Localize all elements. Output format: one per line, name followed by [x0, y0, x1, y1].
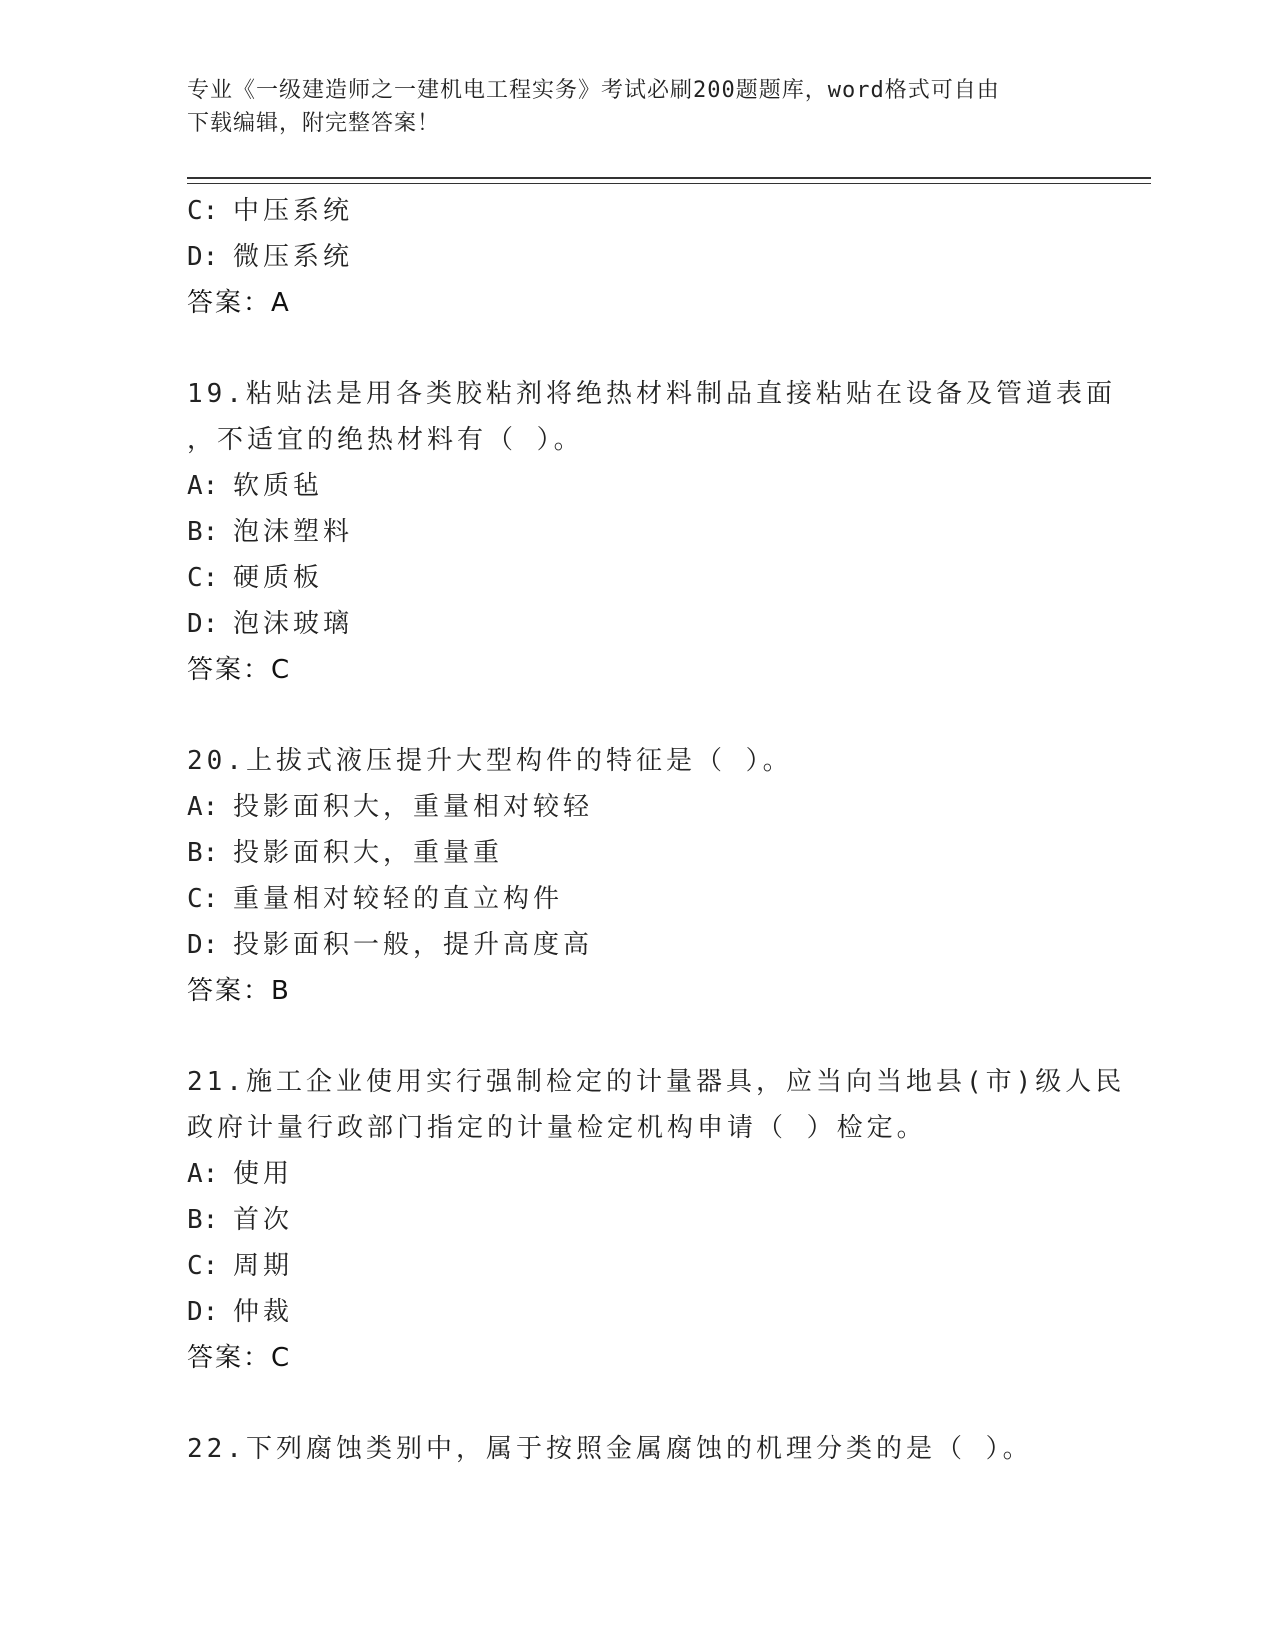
- option-text: 投影面积大，重量相对较轻: [233, 792, 594, 822]
- q21-stem-line-2: 政府计量行政部门指定的计量检定机构申请（ ）检定。: [187, 1113, 927, 1143]
- option-text: 微压系统: [233, 242, 354, 272]
- q19-stem-line-2: ，不适宜的绝热材料有（ ）。: [187, 425, 584, 455]
- q21-stem-line-1: 21.施工企业使用实行强制检定的计量器具，应当向当地县(市)级人民: [187, 1067, 1126, 1097]
- option-text: 首次: [233, 1205, 294, 1235]
- prev-answer: 答案：A: [187, 288, 291, 318]
- option-text: 硬质板: [233, 563, 324, 593]
- option-text: 重量相对较轻的直立构件: [233, 884, 564, 914]
- option-key: B:: [187, 1205, 219, 1235]
- prev-option-d: [187, 234, 1087, 280]
- q20-stem-line-1: 20.上拔式液压提升大型构件的特征是（ ）。: [187, 746, 793, 776]
- document-header: [187, 74, 1067, 140]
- q19-option-c: [187, 555, 1087, 601]
- option-key: A:: [187, 792, 219, 822]
- q21-option-b: [187, 1197, 1087, 1243]
- header-line-2: 下载编辑，附完整答案！: [187, 111, 441, 136]
- prev-option-c: [187, 188, 1087, 234]
- header-divider-thick: [187, 177, 1151, 179]
- option-text: 投影面积大，重量重: [233, 838, 504, 868]
- option-text: 中压系统: [233, 196, 354, 226]
- option-key: C:: [187, 884, 219, 914]
- option-key: C:: [187, 196, 219, 226]
- q21-option-c: [187, 1243, 1087, 1289]
- option-key: D:: [187, 930, 219, 960]
- option-key: A:: [187, 471, 219, 501]
- option-text: 使用: [233, 1159, 294, 1189]
- option-key: C:: [187, 563, 219, 593]
- option-text: 泡沫塑料: [233, 517, 354, 547]
- header-divider-thin: [187, 183, 1151, 184]
- option-key: B:: [187, 838, 219, 868]
- option-key: C:: [187, 1251, 219, 1281]
- option-text: 投影面积一般，提升高度高: [233, 930, 594, 960]
- spacer: [187, 693, 1087, 738]
- q21-option-a: [187, 1151, 1087, 1197]
- q22-stem-line-1: 22.下列腐蚀类别中，属于按照金属腐蚀的机理分类的是（ ）。: [187, 1434, 1033, 1464]
- option-text: 仲裁: [233, 1297, 294, 1327]
- option-text: 周期: [233, 1251, 294, 1281]
- option-key: D:: [187, 1297, 219, 1327]
- spacer: [187, 326, 1087, 371]
- question-list: [187, 188, 1126, 1472]
- q19-stem-line-1: 19.粘贴法是用各类胶粘剂将绝热材料制品直接粘贴在设备及管道表面: [187, 379, 1116, 409]
- option-key: B:: [187, 517, 219, 547]
- option-key: A:: [187, 1159, 219, 1189]
- q20-answer: 答案：B: [187, 976, 291, 1006]
- option-text: 泡沫玻璃: [233, 609, 354, 639]
- q20-option-a: [187, 784, 1087, 830]
- option-text: 软质毡: [233, 471, 324, 501]
- header-line-1: 专业《一级建造师之一建机电工程实务》考试必刷200题题库，word格式可自由: [187, 78, 1000, 103]
- q19-answer: 答案：C: [187, 655, 292, 685]
- option-key: D:: [187, 242, 219, 272]
- q19-option-d: [187, 601, 1087, 647]
- spacer: [187, 1381, 1087, 1426]
- spacer: [187, 1014, 1087, 1059]
- q20-option-b: [187, 830, 1087, 876]
- option-key: D:: [187, 609, 219, 639]
- q20-option-c: [187, 876, 1087, 922]
- q19-option-b: [187, 509, 1087, 555]
- q19-option-a: [187, 463, 1087, 509]
- q21-option-d: [187, 1289, 1087, 1335]
- q21-answer: 答案：C: [187, 1343, 292, 1373]
- q20-option-d: [187, 922, 1087, 968]
